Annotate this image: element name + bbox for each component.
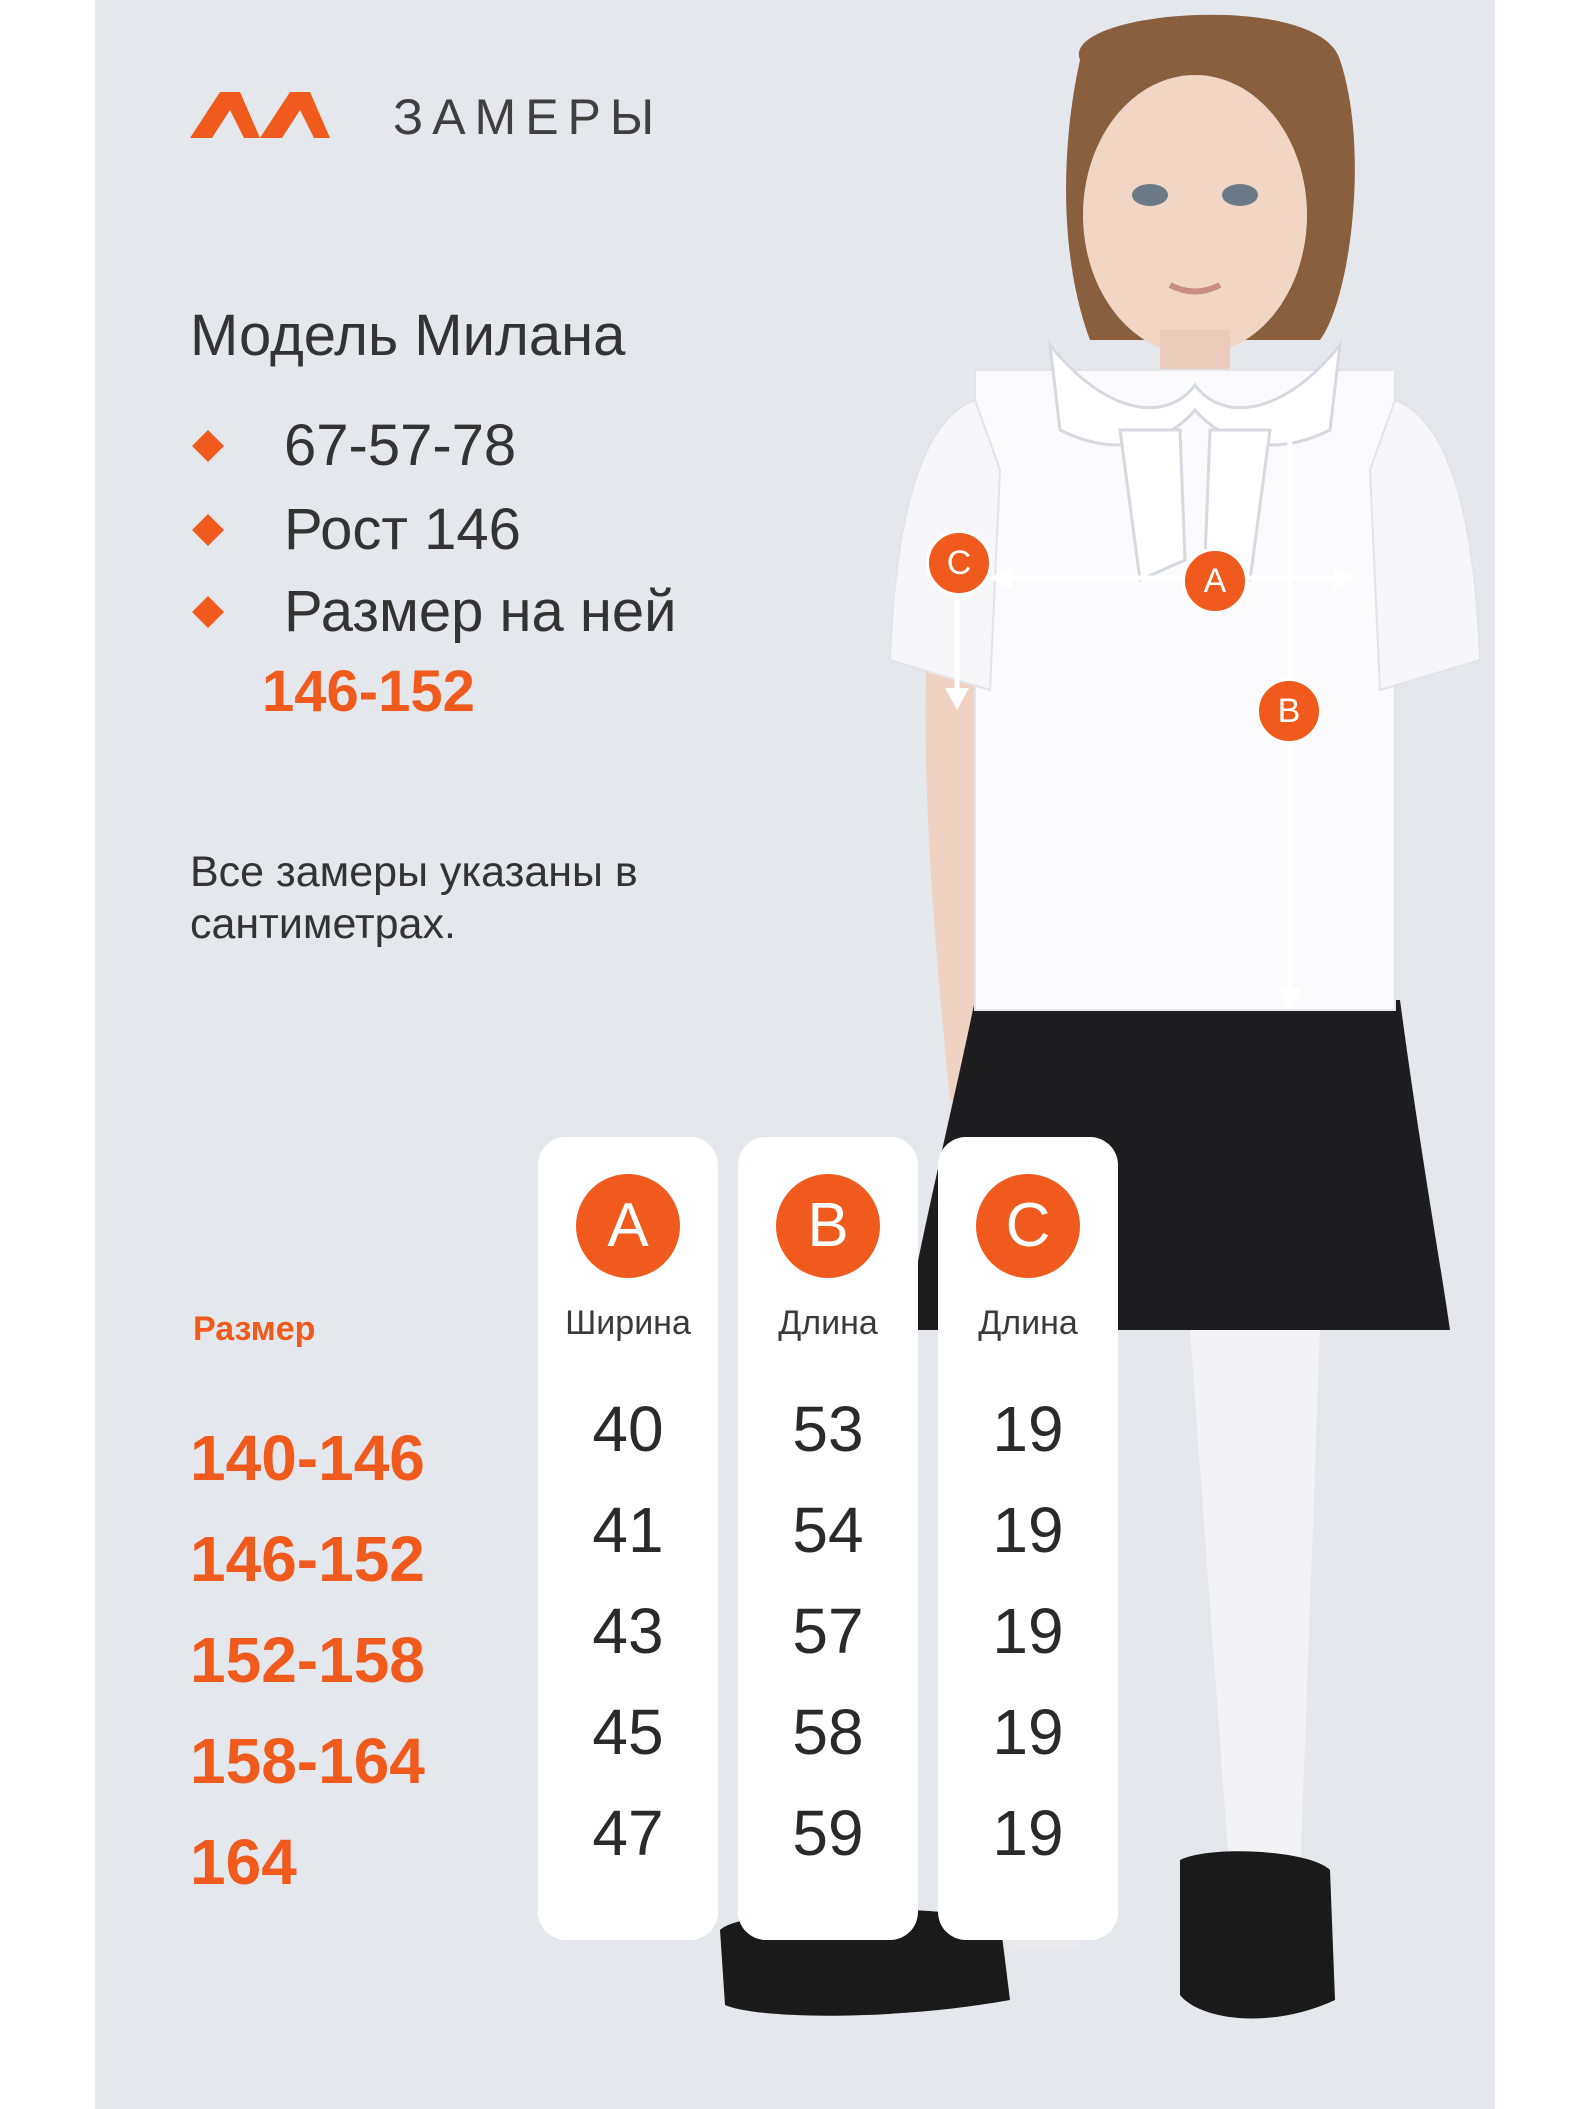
measure-column-a	[538, 1137, 718, 1940]
marker-b-label: B	[1277, 692, 1301, 730]
table-cell: 40	[592, 1393, 664, 1465]
measure-column-b	[738, 1137, 918, 1940]
marker-b-badge	[1256, 678, 1322, 744]
table-cell: 59	[792, 1797, 864, 1869]
table-cell: 47	[592, 1797, 664, 1869]
column-c-caption: Длина	[978, 1304, 1078, 1342]
marker-c-label: C	[946, 544, 972, 582]
table-cell: 53	[792, 1393, 864, 1465]
size-column	[190, 1418, 425, 1923]
size-cell: 164	[190, 1826, 297, 1898]
table-cell: 19	[992, 1494, 1064, 1566]
section-title: ЗАМЕРЫ	[393, 89, 664, 145]
table-cell: 19	[992, 1797, 1064, 1869]
column-a-badge: A	[576, 1174, 680, 1278]
units-note: Все замеры указаны в сантиметрах.	[190, 848, 638, 948]
brand-logo	[190, 92, 330, 138]
table-cell: 19	[992, 1696, 1064, 1768]
table-cell: 58	[792, 1696, 864, 1768]
model-size-label: Размер на ней	[284, 579, 677, 644]
model-size-value: 146-152	[262, 659, 475, 724]
marker-a-badge	[1182, 548, 1248, 614]
column-b-badge: B	[776, 1174, 880, 1278]
size-cell: 152-158	[190, 1624, 425, 1696]
column-a-caption: Ширина	[565, 1304, 691, 1342]
measure-column-c	[938, 1137, 1118, 1940]
model-measurements: 67-57-78	[284, 413, 517, 478]
table-cell: 41	[592, 1494, 664, 1566]
table-cell: 45	[592, 1696, 664, 1768]
diamond-bullet-icon	[190, 428, 226, 464]
size-cell: 158-164	[190, 1725, 425, 1797]
model-name: Модель Милана	[190, 303, 626, 368]
diamond-bullet-icon	[190, 594, 226, 630]
table-cell: 19	[992, 1595, 1064, 1667]
model-param-row	[190, 412, 516, 479]
model-param-row	[190, 578, 677, 645]
marker-a-label: A	[1203, 562, 1227, 600]
diamond-bullet-icon	[190, 512, 226, 548]
marker-c-badge	[926, 530, 992, 596]
model-param-row	[190, 496, 521, 563]
model-height: Рост 146	[284, 497, 521, 562]
table-cell: 57	[792, 1595, 864, 1667]
column-b-caption: Длина	[778, 1304, 878, 1342]
size-column-header: Размер	[193, 1310, 316, 1348]
size-cell: 146-152	[190, 1523, 425, 1595]
table-cell: 43	[592, 1595, 664, 1667]
table-cell: 54	[792, 1494, 864, 1566]
size-cell: 140-146	[190, 1422, 425, 1494]
column-c-badge: C	[976, 1174, 1080, 1278]
table-cell: 19	[992, 1393, 1064, 1465]
